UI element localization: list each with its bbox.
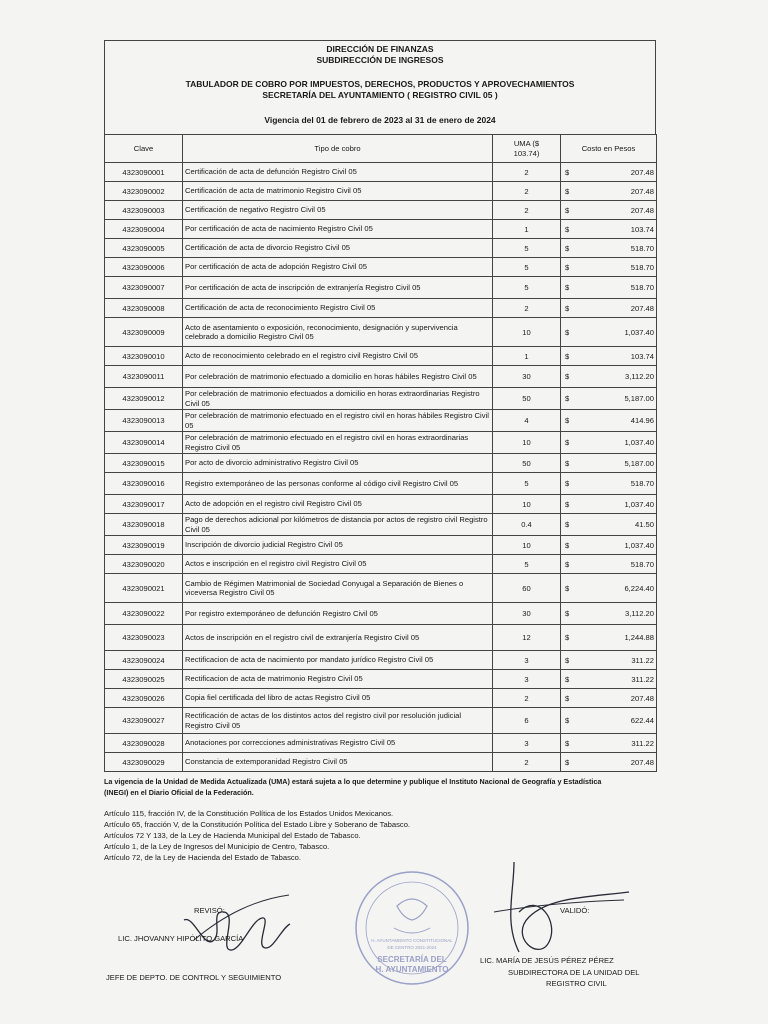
cell-costo [561,625,657,651]
cell-tipo: Acto de asentamiento o exposición, reconocimiento, designación y supervivencia celebrado a domicilio Registro Civil 05 [183,318,493,347]
cell-clave: 4323090024 [105,651,183,670]
currency-symbol: $ [565,224,570,234]
signature-valido [484,852,634,962]
article-line: Artículo 65, fracción V, de la Constitución Política del Estado Libre y Soberano de Tabasco. [104,820,411,829]
table-row [105,220,657,239]
cost-amount: 518.70 [630,559,654,569]
cell-tipo: Por acto de divorcio administrativo Registro Civil 05 [183,454,493,473]
cell-clave: 4323090020 [105,555,183,574]
cell-uma: 1 [493,220,561,239]
cell-costo [561,432,657,454]
header-secretaria: SECRETARÍA DEL AYUNTAMIENTO ( REGISTRO CIVIL 05 ) [262,90,498,100]
cell-tipo: Por celebración de matrimonio efectuados a domicilio en horas extraordinarias Registro Civil 05 [183,388,493,410]
header-tabulador: TABULADOR DE COBRO POR IMPUESTOS, DERECHOS, PRODUCTOS Y APROVECHAMIENTOS [185,79,575,89]
table-row [105,318,657,347]
cell-costo [561,318,657,347]
stamp-line4: H. AYUNTAMIENTO [375,965,449,974]
header-vigencia: Vigencia del 01 de febrero de 2023 al 31 de enero de 2024 [264,115,496,125]
cell-tipo: Certificación de acta de matrimonio Registro Civil 05 [183,182,493,201]
cell-tipo: Anotaciones por correcciones administrativas Registro Civil 05 [183,734,493,753]
table-row [105,388,657,410]
cell-clave: 4323090014 [105,432,183,454]
cell-uma: 5 [493,473,561,495]
cell-clave: 4323090023 [105,625,183,651]
cell-tipo: Acto de reconocimiento celebrado en el registro civil Registro Civil 05 [183,347,493,366]
cell-tipo: Certificación de acta de defunción Registro Civil 05 [183,163,493,182]
table-row [105,708,657,734]
cost-amount: 1,244.88 [624,633,654,642]
cell-tipo: Certificación de negativo Registro Civil 05 [183,201,493,220]
cost-amount: 3,112.20 [625,372,654,381]
currency-symbol: $ [565,372,570,381]
cell-uma: 50 [493,454,561,473]
signature-reviso [164,890,294,960]
cell-uma: 10 [493,432,561,454]
cell-uma: 2 [493,163,561,182]
cell-uma: 5 [493,277,561,299]
cell-tipo: Pago de derechos adicional por kilómetros de distancia por actos de registro civil Registro Civil 05 [183,514,493,536]
cell-clave: 4323090025 [105,670,183,689]
cost-amount: 5,187.00 [624,394,654,403]
fee-table [104,134,657,772]
document-sheet [104,40,656,863]
table-row [105,734,657,753]
table-row [105,277,657,299]
cell-tipo: Por certificación de acta de inscripción de extranjería Registro Civil 05 [183,277,493,299]
cell-tipo: Por celebración de matrimonio efectuado a domicilio en horas hábiles Registro Civil 05 [183,366,493,388]
table-row [105,201,657,220]
cost-amount: 311.22 [631,674,654,684]
cost-amount: 207.48 [630,757,654,767]
cell-clave: 4323090022 [105,603,183,625]
cell-tipo: Por celebración de matrimonio efectuado en el registro civil en horas extraordinarias Registro Civil 05 [183,432,493,454]
cell-uma: 30 [493,603,561,625]
cell-clave: 4323090005 [105,239,183,258]
cell-costo [561,258,657,277]
table-row [105,239,657,258]
cell-costo [561,163,657,182]
cell-clave: 4323090027 [105,708,183,734]
cell-tipo: Actos de inscripción en el registro civil de extranjería Registro Civil 05 [183,625,493,651]
cost-amount: 6,224.40 [624,583,654,593]
cell-costo [561,514,657,536]
cell-uma: 3 [493,734,561,753]
col-clave: Clave [105,135,183,163]
cost-amount: 518.70 [630,283,654,292]
currency-symbol: $ [565,394,570,403]
table-row [105,410,657,432]
cell-uma: 2 [493,182,561,201]
currency-symbol: $ [565,167,570,177]
cell-uma: 5 [493,555,561,574]
cell-uma: 5 [493,239,561,258]
cost-amount: 207.48 [630,693,654,703]
cell-clave: 4323090018 [105,514,183,536]
cell-costo [561,670,657,689]
cell-tipo: Inscripción de divorcio judicial Registro Civil 05 [183,536,493,555]
cost-amount: 3,112.20 [625,609,654,618]
cell-uma: 2 [493,299,561,318]
currency-symbol: $ [565,262,570,272]
table-row [105,495,657,514]
currency-symbol: $ [565,283,570,292]
cell-costo [561,366,657,388]
table-row [105,258,657,277]
col-uma [493,135,561,163]
table-row [105,347,657,366]
cell-clave: 4323090012 [105,388,183,410]
cell-tipo: Certificación de acta de reconocimiento Registro Civil 05 [183,299,493,318]
cell-costo [561,689,657,708]
reviso-name: LIC. JHOVANNY HIPÓLITO GARCÍA [118,934,244,943]
cell-clave: 4323090004 [105,220,183,239]
cost-amount: 207.48 [630,205,654,215]
table-row [105,182,657,201]
cell-clave: 4323090013 [105,410,183,432]
cost-amount: 1,037.40 [624,540,654,550]
cell-uma: 10 [493,495,561,514]
cell-costo [561,410,657,432]
header-subdireccion: SUBDIRECCIÓN DE INGRESOS [316,55,444,65]
cost-amount: 1,037.40 [624,327,654,337]
cost-amount: 207.48 [630,303,654,313]
cell-uma: 10 [493,318,561,347]
currency-symbol: $ [565,303,570,313]
cell-tipo: Cambio de Régimen Matrimonial de Sociedad Conyugal a Separación de Bienes o viceversa Registro Civil 05 [183,574,493,603]
cell-costo [561,734,657,753]
cell-uma: 1 [493,347,561,366]
stamp-line1: H. AYUNTAMIENTO CONSTITUCIONAL [371,938,453,943]
table-row [105,689,657,708]
currency-symbol: $ [565,716,570,725]
cost-amount: 518.70 [630,262,654,272]
table-row [105,454,657,473]
cell-tipo: Por certificación de acta de adopción Registro Civil 05 [183,258,493,277]
cell-uma: 6 [493,708,561,734]
cell-costo [561,220,657,239]
currency-symbol: $ [565,205,570,215]
currency-symbol: $ [565,499,570,509]
table-row [105,514,657,536]
currency-symbol: $ [565,327,570,337]
cell-clave: 4323090001 [105,163,183,182]
currency-symbol: $ [565,186,570,196]
header-direccion: DIRECCIÓN DE FINANZAS [326,44,434,54]
cell-costo [561,182,657,201]
currency-symbol: $ [565,559,570,569]
reviso-title: JEFE DE DEPTO. DE CONTROL Y SEGUIMIENTO [106,973,282,982]
table-header-row [105,135,657,163]
currency-symbol: $ [565,674,570,684]
cell-costo [561,574,657,603]
cell-clave: 4323090007 [105,277,183,299]
currency-symbol: $ [565,633,570,642]
cell-uma: 60 [493,574,561,603]
cell-costo [561,651,657,670]
cost-amount: 103.74 [630,224,654,234]
cell-tipo: Rectificación de actas de los distintos actos del registro civil por resolución judicial Registro Civil 05 [183,708,493,734]
cell-costo [561,473,657,495]
cell-costo [561,277,657,299]
cell-uma: 0.4 [493,514,561,536]
cell-clave: 4323090010 [105,347,183,366]
cell-tipo: Copia fiel certificada del libro de actas Registro Civil 05 [183,689,493,708]
cost-amount: 518.70 [630,479,654,488]
table-row [105,670,657,689]
cell-costo [561,495,657,514]
cell-costo [561,536,657,555]
cell-clave: 4323090009 [105,318,183,347]
cell-tipo: Actos e inscripción en el registro civil Registro Civil 05 [183,555,493,574]
cell-uma: 2 [493,201,561,220]
table-row [105,574,657,603]
cell-costo [561,201,657,220]
cell-tipo: Por registro extemporáneo de defunción Registro Civil 05 [183,603,493,625]
cell-clave: 4323090019 [105,536,183,555]
table-row [105,555,657,574]
cell-uma: 10 [493,536,561,555]
cell-uma: 3 [493,670,561,689]
cell-tipo: Rectificacion de acta de nacimiento por mandato jurídico Registro Civil 05 [183,651,493,670]
cell-clave: 4323090016 [105,473,183,495]
cell-tipo: Rectificacion de acta de matrimonio Registro Civil 05 [183,670,493,689]
cell-uma: 3 [493,651,561,670]
signature-area [104,876,656,996]
cell-tipo: Acto de adopción en el registro civil Registro Civil 05 [183,495,493,514]
currency-symbol: $ [565,458,570,468]
cell-clave: 4323090003 [105,201,183,220]
currency-symbol: $ [565,243,570,253]
cost-amount: 1,037.40 [624,499,654,509]
cell-costo [561,347,657,366]
col-uma-label: UMA ($ 103.74) [513,138,540,158]
currency-symbol: $ [565,655,570,665]
valido-title-line1: SUBDIRECTORA DE LA UNIDAD DEL [508,968,640,977]
document-header [105,41,655,134]
reviso-label: REVISÓ: [194,906,225,915]
cell-clave: 4323090006 [105,258,183,277]
cost-amount: 311.22 [631,655,654,665]
cell-tipo: Por celebración de matrimonio efectuado en el registro civil en horas hábiles Registro Civil 05 [183,410,493,432]
table-row [105,432,657,454]
valido-title-line2: REGISTRO CIVIL [546,979,607,988]
cell-clave: 4323090008 [105,299,183,318]
currency-symbol: $ [565,438,570,447]
article-line: Artículo 1, de la Ley de Ingresos del Municipio de Centro, Tabasco. [104,842,330,851]
cost-amount: 207.48 [630,186,654,196]
col-costo: Costo en Pesos [561,135,657,163]
header-frame [104,40,656,134]
valido-label: VALIDÓ: [560,906,590,915]
table-row [105,625,657,651]
currency-symbol: $ [565,693,570,703]
table-row [105,603,657,625]
currency-symbol: $ [565,757,570,767]
cost-amount: 622.44 [630,716,654,725]
currency-symbol: $ [565,351,570,361]
currency-symbol: $ [565,416,570,425]
cell-clave: 4323090015 [105,454,183,473]
cost-amount: 414.96 [630,416,654,425]
article-line: Artículos 72 Y 133, de la Ley de Hacienda Municipal del Estado de Tabasco. [104,831,361,840]
cell-costo [561,555,657,574]
cost-amount: 41.50 [634,520,654,529]
official-stamp [342,866,482,996]
valido-name: LIC. MARÍA DE JESÚS PÉREZ PÉREZ [480,956,614,965]
cost-amount: 207.48 [630,167,654,177]
table-row [105,753,657,772]
cell-tipo: Por certificación de acta de nacimiento Registro Civil 05 [183,220,493,239]
cell-clave: 4323090011 [105,366,183,388]
cell-uma: 30 [493,366,561,388]
cell-uma: 2 [493,689,561,708]
cell-tipo: Certificación de acta de divorcio Registro Civil 05 [183,239,493,258]
cost-amount: 518.70 [630,243,654,253]
cell-clave: 4323090002 [105,182,183,201]
cell-tipo: Constancia de extemporanidad Registro Civil 05 [183,753,493,772]
cell-costo [561,388,657,410]
article-line: Artículo 115, fracción IV, de la Constitución Política de los Estados Unidos Mexicanos. [104,809,394,818]
cell-costo [561,708,657,734]
cell-costo [561,603,657,625]
cell-costo [561,239,657,258]
uma-note: La vigencia de la Unidad de Medida Actualizada (UMA) estará sujeta a lo que determine y publique el Instituto Nacional de Geografía y Estadística (INEGI) en el Diario Oficial de la Federación. [104,777,602,797]
table-row [105,163,657,182]
cell-clave: 4323090017 [105,495,183,514]
table-row [105,536,657,555]
cell-clave: 4323090028 [105,734,183,753]
cell-clave: 4323090021 [105,574,183,603]
cost-amount: 1,037.40 [624,438,654,447]
article-line: Artículo 72, de la Ley de Hacienda del Estado de Tabasco. [104,853,302,862]
cell-clave: 4323090029 [105,753,183,772]
table-row [105,299,657,318]
cell-tipo: Registro extemporáneo de las personas conforme al código civil Registro Civil 05 [183,473,493,495]
cell-uma: 12 [493,625,561,651]
table-row [105,366,657,388]
col-tipo: Tipo de cobro [183,135,493,163]
table-row [105,651,657,670]
stamp-line3: SECRETARÍA DEL [377,955,447,964]
cell-uma: 2 [493,753,561,772]
cost-amount: 311.22 [631,738,654,748]
currency-symbol: $ [565,479,570,488]
cell-costo [561,454,657,473]
currency-symbol: $ [565,583,570,593]
currency-symbol: $ [565,738,570,748]
cost-amount: 103.74 [630,351,654,361]
cell-uma: 4 [493,410,561,432]
stamp-line2: DE CENTRO 2021-2024 [387,945,437,950]
cell-costo [561,299,657,318]
cost-amount: 5,187.00 [624,458,654,468]
cell-costo [561,753,657,772]
cell-uma: 50 [493,388,561,410]
currency-symbol: $ [565,540,570,550]
currency-symbol: $ [565,520,570,529]
table-row [105,473,657,495]
currency-symbol: $ [565,609,570,618]
cell-clave: 4323090026 [105,689,183,708]
cell-uma: 5 [493,258,561,277]
